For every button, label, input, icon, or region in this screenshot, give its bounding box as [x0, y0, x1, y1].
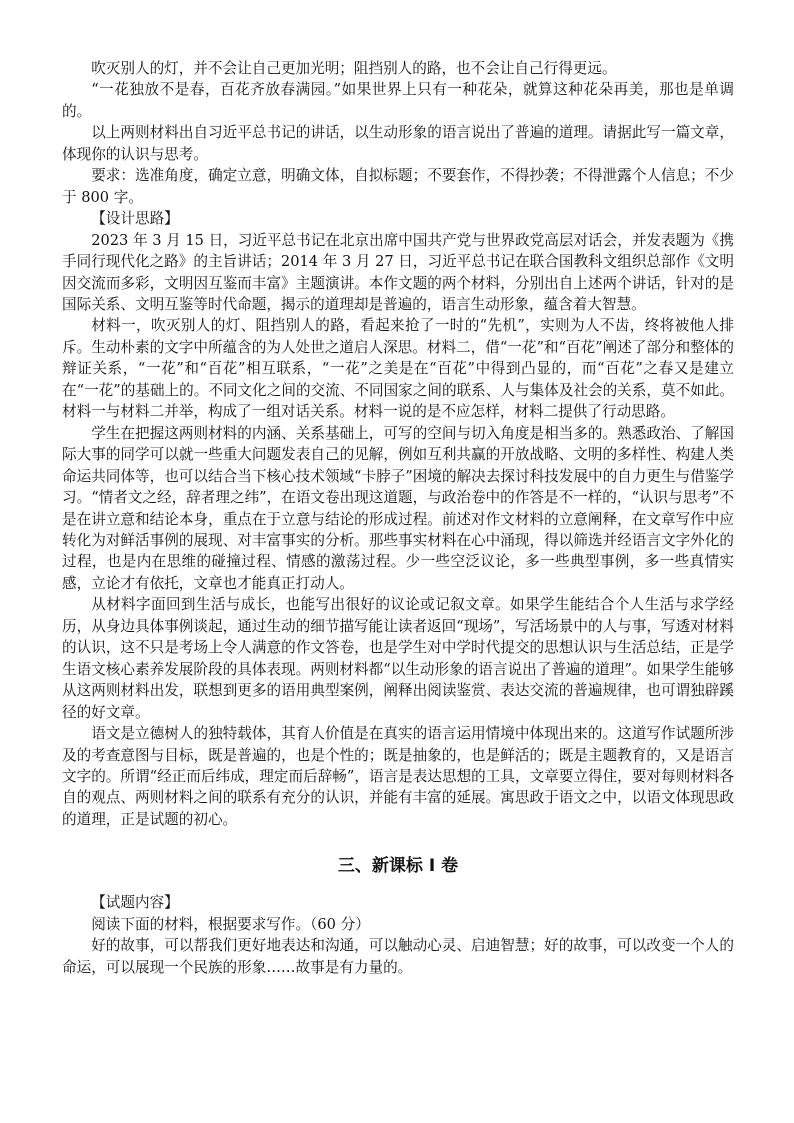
design-paragraph: 2023 年 3 月 15 日，习近平总书记在北京出席中国共产党与世界政党高层对话会，并发表题为《携手同行现代化之路》的主旨讲话；2014 年 3 月 27 日，习近平总书记在联合国教科文组织总部作《文明因交流而多彩，文明因互鉴而丰富》主题演讲。本作文题的两个材料，分别出自上述两个讲话，针对的是国际关系、文明互鉴等时代命题，揭示的道理却是普遍的，语言生动形象，蕴含着大智慧。 [62, 231, 734, 313]
design-paragraph: 学生在把握这两则材料的内涵、关系基础上，可写的空间与切入角度是相当多的。熟悉政治、了解国际大事的同学可以就一些重大问题发表自己的见解，例如互利共赢的开放战略、文明的多样性、构建人类命运共同体等，也可以结合当下核心技术领域“卡脖子”困境的解决去探讨科技发展中的自力更生与借鉴学习。“情者文之经，辞者理之纬”，在语文卷出现这道题，与政治卷中的作答是不一样的，“认识与思考”不是在讲立意和结论本身，重点在于立意与结论的形成过程。前述对作文材料的立意阐释，在文章写作中应转化为对鲜活事例的展现、对丰富事实的分析。那些事实材料在心中涌现，得以筛选并经语言文字外化的过程，也是内在思维的碰撞过程、情感的激荡过程。少一些空泛议论，多一些典型事例，多一些真情实感，立论才有依托，文章也才能真正打动人。 [62, 424, 734, 592]
story-material-text: 好的故事，可以帮我们更好地表达和沟通，可以触动心灵、启迪智慧；好的故事，可以改变一个人的命运，可以展现一个民族的形象……故事是有力量的。 [62, 937, 734, 976]
design-paragraph: 材料一，吹灭别人的灯、阻挡别人的路，看起来抢了一时的“先机”，实则为人不齿，终将被他人排斥。生动朴素的文字中所蕴含的为人处世之道启人深思。材料二，借“一花”和“百花”阐述了部分和整体的辩证关系，“一花”和“百花”相互联系，“一花”之美是在“百花”中得到凸显的，而“百花”之春又是建立在“一花”的基础上的。不同文化之间的交流、不同国家之间的联系、人与集体及社会的关系，莫不如此。材料一与材料二并举，构成了一组对话关系。材料一说的是不应怎样，材料二提供了行动思路。 [62, 317, 734, 421]
design-paragraph: 语文是立德树人的独特载体，其育人价值是在真实的语言运用情境中体现出来的。这道写作试题所涉及的考查意图与目标，既是普遍的，也是个性的；既是抽象的，也是鲜活的；既是主题教育的，又是语言文字的。所谓“经正而后纬成，理定而后辞畅”，语言是表达思想的工具，文章要立得住，要对每则材料各自的观点、两则材料之间的联系有充分的认识，并能有丰富的延展。寓思政于语文之中，以语文体现思政的道理，正是试题的初心。 [62, 725, 734, 828]
document-page [62, 58, 734, 978]
section-title: 三、新课标 I 卷 [337, 856, 459, 877]
design-paragraph: 从材料字面回到生活与成长，也能写出很好的议论或记叙文章。如果学生能结合个人生活与求学经历，从身边具体事例谈起，通过生动的细节描写能让读者返回“现场”，写活场景中的人与事，写透对材料的认识，这不只是考场上令人满意的作文答卷，也是学生对中学时代提交的思想认识与生活总结，正是学生语文核心素养发展阶段的具体表现。两则材料都“以生动形象的语言说出了普遍的道理”。如果学生能够从这两则材料出发，联想到更多的语用典型案例，阐释出阅读鉴赏、表达交流的普遍规律，也可谓独辟蹊径的好文章。 [62, 596, 734, 721]
material-one-text: 吹灭别人的灯，并不会让自己更加光明；阻挡别人的路，也不会让自己行得更远。 [91, 60, 617, 77]
design-heading: 【设计思路】 [91, 210, 179, 228]
material-two-text: “一花独放不是春，百花齐放春满园。”如果世界上只有一种花朵，就算这种花朵再美，那也是单调的。 [62, 81, 734, 120]
content-heading: 【试题内容】 [91, 894, 179, 912]
question-prompt: 阅读下面的材料，根据要求写作。（60 分） [91, 915, 370, 933]
writing-requirements: 要求：选准角度，确定立意，明确文体，自拟标题；不要套作，不得抄袭；不得泄露个人信息；不少于 800 字。 [62, 167, 734, 206]
task-instruction: 以上两则材料出自习近平总书记的讲话，以生动形象的语言说出了普遍的道理。请据此写一篇文章，体现你的认识与思考。 [62, 124, 734, 163]
